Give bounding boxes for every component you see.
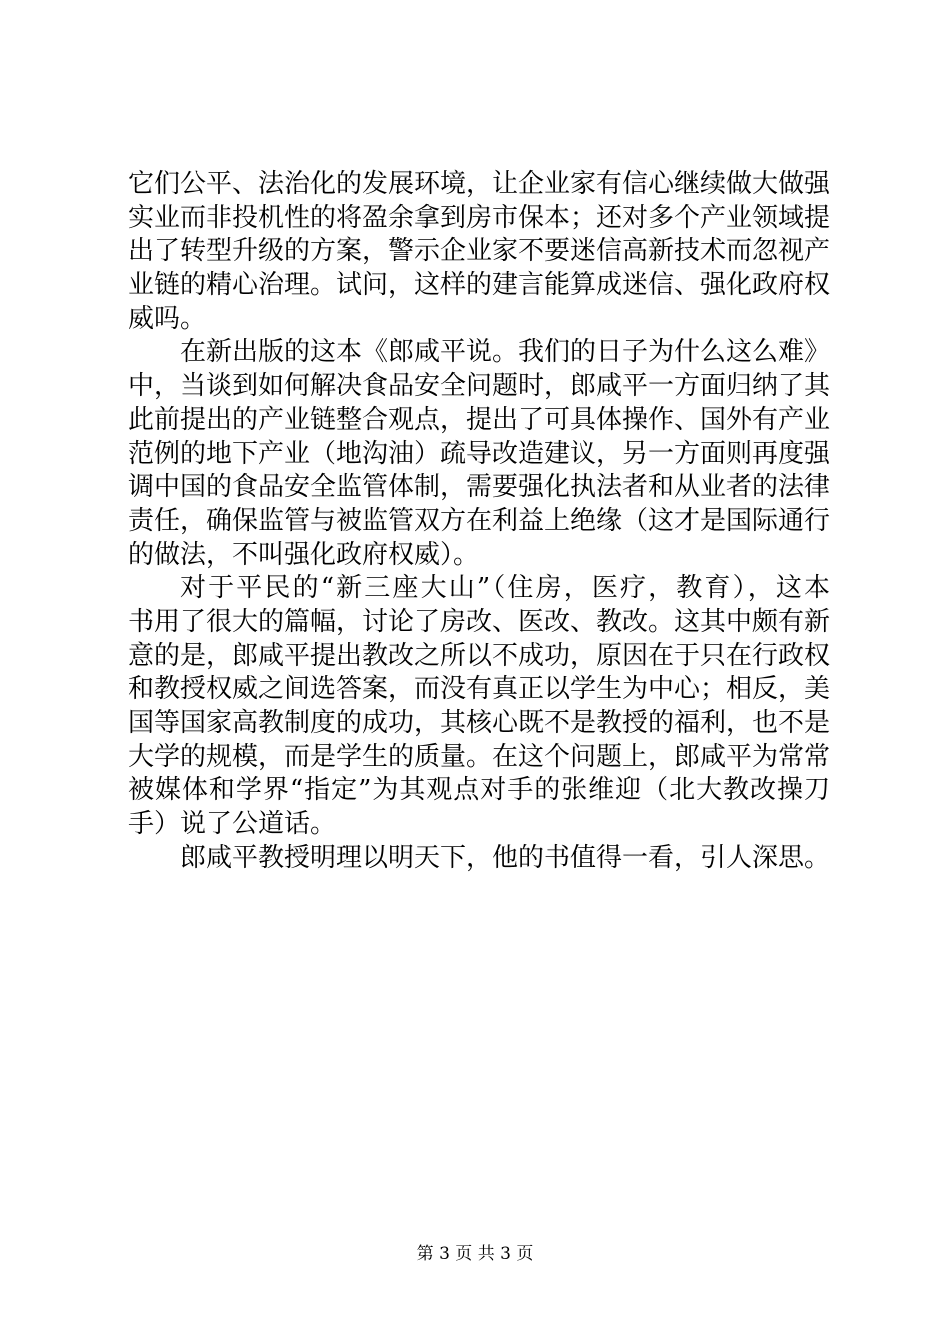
paragraph-3	[128, 572, 830, 842]
text-line: 威吗。	[128, 303, 207, 334]
text-line: 被媒体和学界“指定”为其观点对手的张维迎（北大教改操刀	[128, 775, 830, 806]
paragraph-1	[128, 168, 830, 336]
text-line: 出了转型升级的方案，警示企业家不要迷信高新技术而忽视产	[128, 236, 831, 267]
text-line: 的做法，不叫强化政府权威）。	[128, 539, 480, 570]
text-line: 意的是，郎咸平提出教改之所以不成功，原因在于只在行政权	[128, 640, 831, 671]
text-line: 手）说了公道话。	[128, 809, 337, 840]
text-line: 中，当谈到如何解决食品安全问题时，郎咸平一方面归纳了其	[128, 371, 831, 402]
page-number-footer: 第 3 页 共 3 页	[416, 1244, 534, 1264]
paragraph-4	[128, 842, 830, 876]
text-line: 在新出版的这本《郎咸平说。我们的日子为什么这么难》	[180, 337, 831, 368]
text-line: 和教授权威之间选答案，而没有真正以学生为中心；相反，美	[128, 674, 831, 705]
text-line: 大学的规模，而是学生的质量。在这个问题上，郎咸平为常常	[128, 741, 831, 772]
text-line: 调中国的食品安全监管体制，需要强化执法者和从业者的法律	[128, 472, 831, 503]
text-line: 对于平民的“新三座大山”（住房，医疗，教育），这本	[180, 573, 830, 604]
paragraph-2	[128, 336, 830, 572]
text-line: 书用了很大的篇幅，讨论了房改、医改、教改。这其中颇有新	[128, 606, 831, 637]
text-line: 范例的地下产业（地沟油）疏导改造建议，另一方面则再度强	[128, 438, 831, 469]
text-line: 责任，确保监管与被监管双方在利益上绝缘（这才是国际通行	[128, 505, 831, 536]
text-line: 此前提出的产业链整合观点，提出了可具体操作、国外有产业	[128, 404, 831, 435]
document-body	[128, 168, 830, 875]
text-line: 实业而非投机性的将盈余拿到房市保本；还对多个产业领域提	[128, 202, 831, 233]
text-line: 业链的精心治理。试问，这样的建言能算成迷信、强化政府权	[128, 270, 831, 301]
text-line: 国等国家高教制度的成功，其核心既不是教授的福利，也不是	[128, 708, 831, 738]
text-line: 它们公平、法治化的发展环境，让企业家有信心继续做大做强	[128, 169, 831, 199]
text-line: 郎咸平教授明理以明天下，他的书值得一看，引人深思。	[180, 842, 831, 873]
